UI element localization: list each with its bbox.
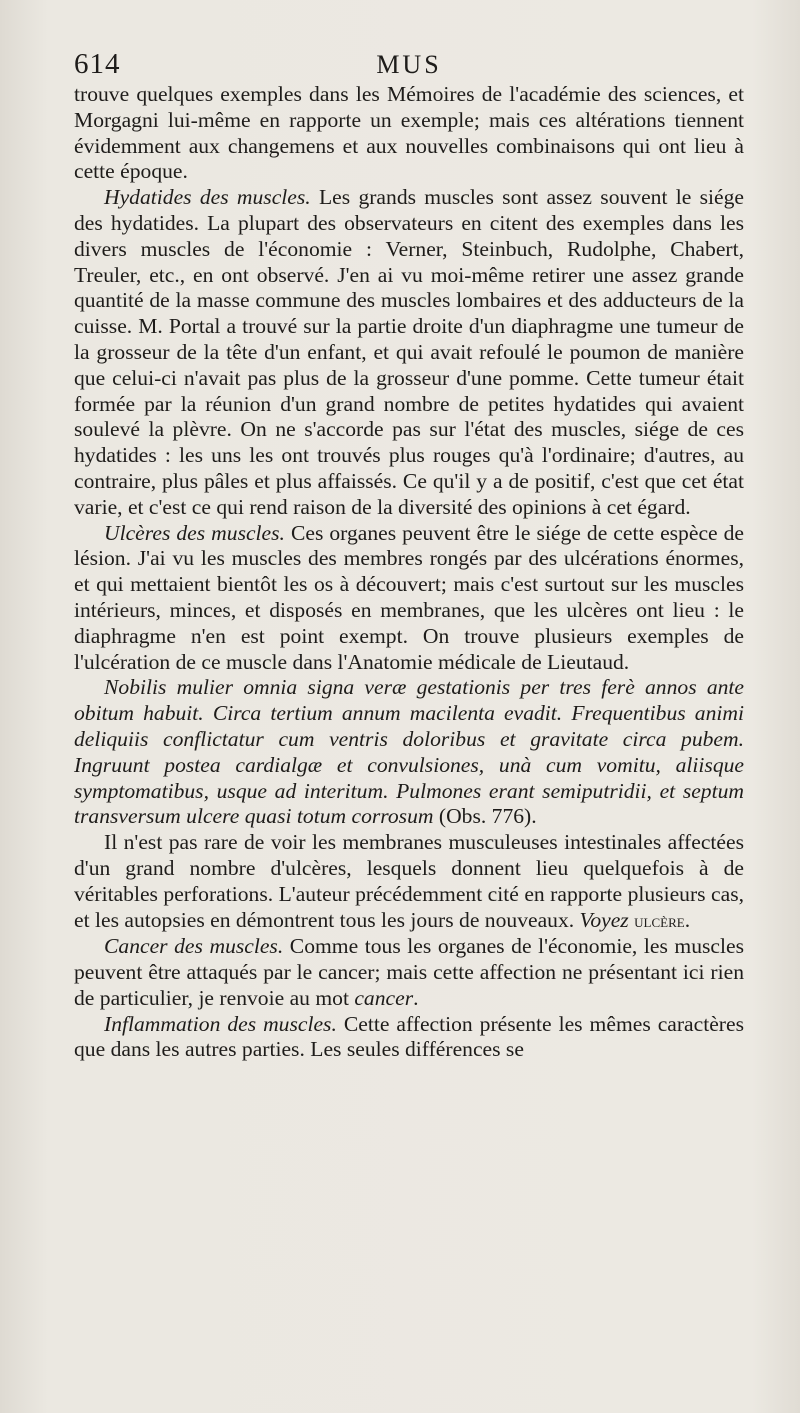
paragraph-continuation: trouve quelques exemples dans les Mémoires de l'académie des sciences, et Morgagni lui-même en rapporte un exemple; mais ces altérations tiennent évidemment aux changemens et aux nouvelles combinaisons qui ont lieu à cette époque. [74,82,744,184]
section-heading-cancer: Cancer des muscles. [104,934,284,959]
latin-quotation [74,675,744,830]
body-text [74,82,744,1063]
cross-reference-cancer: cancer [354,985,414,1010]
section-heading-hydatides: Hydatides des muscles. [104,185,311,210]
latin-quotation-text: Nobilis mulier omnia signa veræ gestationis per tres ferè annos ante obitum habuit. Circa tertium annum macilenta evadit. Frequentibus animi deliquiis conflictatur cum ventris doloribus et gravitate circa pubem. Ingruunt postea cardialgæ et convulsiones, unà cum vomitu, aliisque symptomatibus, usque ad interitum. Pulmones erant semiputridii, et septum transversum ulcere quasi totum corrosum [74,675,744,829]
voyez-label: Voyez [579,907,629,932]
page-number: 614 [74,48,121,80]
latin-quotation-citation: (Obs. 776). [433,804,537,829]
paragraph-inflammation [74,1012,744,1064]
paragraph-hydatides-body: Les grands muscles sont assez souvent le siége des hydatides. La plupart des observateurs en citent des exemples dans les divers muscles de l'économie : Verner, Steinbuch, Rudolphe, Chabert, Treuler, etc., en ont observé. J'en ai vu moi-même retirer une assez grande quantité de la masse commune des muscles lombaires et des adducteurs de la cuisse. M. Portal a trouvé sur la partie droite d'un diaphragme une tumeur de la grosseur de la tête d'un enfant, et qui avait refoulé le poumon de manière que celui-ci n'avait pas plus de la grosseur d'une pomme. Cette tumeur était formée par la réunion d'un grand nombre de petites hydatides qui avaient soulevé la plèvre. On ne s'accorde pas sur l'état des muscles, siége de ces hydatides : les uns les ont trouvés plus rouges qu'à l'ordinaire; d'autres, au contraire, plus pâles et plus affaissés. Ce qu'il y a de positif, c'est que cet état varie, et c'est ce qui rend raison de la diversité des opinions à cet égard. [74,185,744,519]
paragraph-hydatides [74,185,744,520]
section-heading-inflammation: Inflammation des muscles. [104,1011,337,1036]
paragraph-cancer-body: Comme tous les organes de l'économie, les muscles peuvent être attaqués par le cancer; mais cette affection ne présentant ici rien de particulier, je renvoie au mot [74,934,744,1010]
running-head: MUS [376,50,442,79]
paragraph-inflammation-body: Cette affection présente les mêmes caractères que dans les autres parties. Les seules différences se [74,1011,744,1062]
page-header [74,48,744,84]
section-heading-ulceres: Ulcères des muscles. [104,520,285,545]
cross-reference-ulcere: ulcère [634,910,685,932]
paragraph-perforations-body: Il n'est pas rare de voir les membranes musculeuses intestinales affectées d'un grand nombre d'ulcères, lesquels donnent lieu quelquefois à de véritables perforations. L'auteur précédemment cité en rapporte plusieurs cas, et les autopsies en démontrent tous les jours de nouveaux. [74,830,744,932]
paragraph-perforations [74,830,744,934]
punctuation: . [684,907,691,932]
paragraph-ulceres-body: Ces organes peuvent être le siége de cette espèce de lésion. J'ai vu les muscles des membres rongés par des ulcérations énormes, et qui mettaient bientôt les os à découvert; mais c'est surtout sur les muscles intérieurs, minces, et disposés en membranes, que les ulcères ont lieu : le diaphragme n'en est point exempt. On trouve plusieurs exemples de l'ulcération de ce muscle dans l'Anatomie médicale de Lieutaud. [74,520,745,674]
punctuation: . [413,985,419,1010]
paragraph-cancer [74,934,744,1011]
paragraph-ulceres [74,521,744,676]
